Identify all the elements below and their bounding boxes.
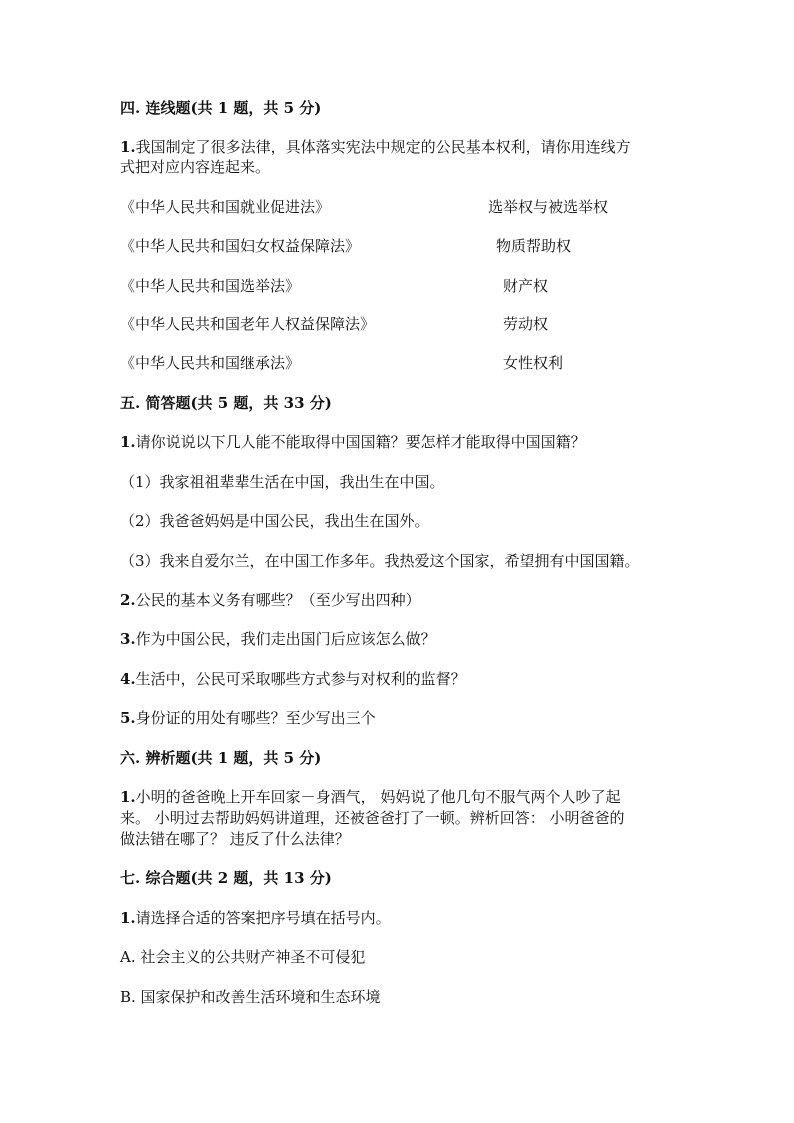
question-line: 作为中国公民，我们走出国门后应该怎么做？ xyxy=(135,630,436,648)
right-item: 女性权利 xyxy=(503,354,564,372)
right-item: 选举权与被选举权 xyxy=(488,198,609,216)
law-item: 《中华人民共和国继承法》 xyxy=(120,354,301,372)
question-number: 1. xyxy=(120,788,136,806)
question-number: 3. xyxy=(120,630,136,648)
sub-question: （3）我来自爱尔兰，在中国工作多年。我热爱这个国家，希望拥有中国国籍。 xyxy=(120,552,640,570)
sub-question: （1）我家祖祖辈辈生活在中国，我出生在中国。 xyxy=(120,473,445,491)
question-line: 我国制定了很多法律，具体落实宪法中规定的公民基本权利，请你用连线方 xyxy=(135,138,631,156)
question-line: 请你说说以下几人能不能取得中国国籍？要怎样才能取得中国国籍？ xyxy=(135,433,586,451)
section-heading: 四. 连线题(共 1 题，共 5 分) xyxy=(120,99,322,117)
law-item: 《中华人民共和国妇女权益保障法》 xyxy=(120,237,361,255)
question-text xyxy=(120,590,421,610)
question-text xyxy=(120,787,620,807)
law-item: 《中华人民共和国选举法》 xyxy=(120,277,301,295)
question-line: 来。 小明过去帮助妈妈讲道理，还被爸爸打了一顿。辨析回答： 小明爸爸的 xyxy=(120,809,625,827)
right-item: 劳动权 xyxy=(503,315,549,333)
right-item: 财产权 xyxy=(503,277,549,295)
option-a: A. 社会主义的公共财产神圣不可侵犯 xyxy=(120,948,366,966)
question-text xyxy=(120,432,586,452)
question-line: 式把对应内容连起来。 xyxy=(120,158,271,176)
law-item: 《中华人民共和国就业促进法》 xyxy=(120,198,331,216)
right-item: 物质帮助权 xyxy=(496,237,572,255)
question-line: 请选择合适的答案把序号填在括号内。 xyxy=(135,909,391,927)
question-number: 1. xyxy=(120,433,136,451)
question-line: 公民的基本义务有哪些？（至少写出四种） xyxy=(135,591,421,609)
sub-question: （2）我爸爸妈妈是中国公民，我出生在国外。 xyxy=(120,512,430,530)
option-b: B. 国家保护和改善生活环境和生态环境 xyxy=(120,988,381,1006)
question-text xyxy=(120,629,436,649)
question-line: 身份证的用处有哪些？至少写出三个 xyxy=(135,709,376,727)
question-text xyxy=(120,669,466,689)
question-line: 生活中，公民可采取哪些方式参与对权利的监督？ xyxy=(135,670,466,688)
section-heading: 五. 简答题(共 5 题，共 33 分) xyxy=(120,394,332,412)
question-line: 小明的爸爸晚上开车回家－身酒气， 妈妈说了他几句不服气两个人吵了起 xyxy=(135,788,621,806)
question-number: 5. xyxy=(120,709,136,727)
question-text xyxy=(120,708,376,728)
question-number: 1. xyxy=(120,138,136,156)
question-text xyxy=(120,137,631,157)
question-text xyxy=(120,908,391,928)
section-heading: 六. 辨析题(共 1 题，共 5 分) xyxy=(120,749,322,767)
law-item: 《中华人民共和国老年人权益保障法》 xyxy=(120,315,376,333)
question-number: 1. xyxy=(120,909,136,927)
question-number: 4. xyxy=(120,670,136,688)
question-line: 做法错在哪了？ 违反了什么法律？ xyxy=(120,830,350,848)
question-number: 2. xyxy=(120,591,136,609)
section-heading: 七. 综合题(共 2 题，共 13 分) xyxy=(120,869,332,887)
